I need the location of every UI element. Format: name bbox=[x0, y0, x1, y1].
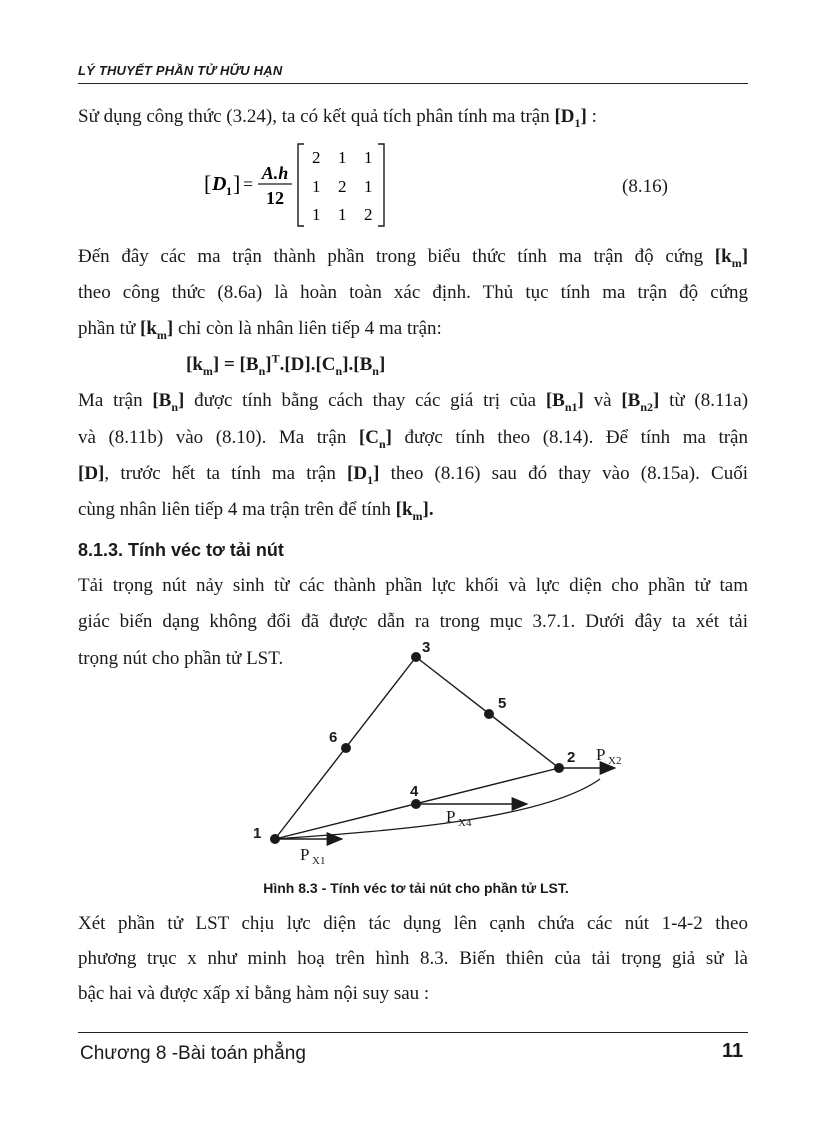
eq-lhs: D bbox=[212, 173, 227, 195]
header-rule bbox=[78, 83, 748, 84]
svg-text:[: [ bbox=[204, 171, 212, 196]
node-label-2: 2 bbox=[567, 749, 576, 766]
section-heading: 8.1.3. Tính véc tơ tải nút bbox=[78, 540, 284, 560]
node-label-3: 3 bbox=[422, 639, 431, 656]
page-number: 11 bbox=[722, 1040, 744, 1062]
eq-coef-den: 12 bbox=[266, 188, 284, 208]
node-6 bbox=[341, 743, 351, 753]
para1-line1: Đến đây các ma trận thành phần trong biểu thức tính ma trận độ cứng $[k_m]$ bbox=[78, 246, 749, 270]
para4-line2: phương trục x như minh hoạ trên hình 8.3. Biến thiên của tải trọng giả sử là bbox=[78, 948, 748, 969]
intro-line: Sử dụng công thức (3.24), ta có kết quả tích phân tính ma trận $[D_1]$ : bbox=[78, 106, 597, 130]
para2-line4: cùng nhân liên tiếp 4 ma trận trên để tính $[k_m]$. bbox=[78, 499, 434, 523]
eq-lhs-sub: 1 bbox=[226, 184, 232, 198]
svg-text:]: ] bbox=[233, 171, 241, 196]
equation-number: (8.16) bbox=[622, 176, 668, 197]
force-label-px2: P bbox=[596, 745, 606, 764]
node-4 bbox=[411, 799, 421, 809]
km-formula: $[k_m] = [B_n]^T.[D].[C_n].[B_n]$ bbox=[186, 352, 386, 379]
force-label-px1: P bbox=[300, 845, 310, 864]
node-1 bbox=[270, 834, 280, 844]
node-label-6: 6 bbox=[329, 729, 338, 746]
m13: 1 bbox=[364, 148, 373, 167]
footer-chapter: Chương 8 -Bài toán phẳng bbox=[80, 1043, 306, 1064]
para2-line1: Ma trận $[B_n]$ được tính bằng cách thay các giá trị của $[B_{n1}]$ và $[B_{n2}]$ từ (8.11a) bbox=[78, 390, 749, 414]
m32: 1 bbox=[338, 205, 347, 224]
lst-element-diagram bbox=[240, 632, 640, 877]
para1-line3: phần tử $[k_m]$ chỉ còn là nhân liên tiếp 4 ma trận: bbox=[78, 318, 442, 342]
m21: 1 bbox=[312, 177, 321, 196]
para4-line3: bậc hai và được xấp xỉ bằng hàm nội suy sau : bbox=[78, 983, 430, 1004]
node-3 bbox=[411, 652, 421, 662]
force-label-px4-sub: X4 bbox=[458, 817, 472, 829]
para3-line2: giác biến dạng không đổi đã được dẫn ra trong mục 3.7.1. Dưới đây ta xét tải bbox=[78, 611, 748, 632]
para3-line1: Tải trọng nút nảy sinh từ các thành phần lực khối và lực diện cho phần tử tam bbox=[78, 575, 748, 596]
para2-line2: và (8.11b) vào (8.10). Ma trận $[C_n]$ được tính theo (8.14). Để tính ma trận bbox=[78, 427, 748, 451]
force-label-px1-sub: X1 bbox=[312, 855, 326, 867]
node-label-4: 4 bbox=[410, 783, 419, 800]
para1-line2: theo công thức (8.6a) là hoàn toàn xác định. Thủ tục tính ma trận độ cứng bbox=[78, 282, 748, 303]
equation-8-16 bbox=[200, 138, 400, 230]
m22: 2 bbox=[338, 177, 347, 196]
figure-8-3 bbox=[240, 632, 640, 877]
m31: 1 bbox=[312, 205, 321, 224]
intro-text: Sử dụng công thức (3.24), ta có kết quả tích phân tính ma trận bbox=[78, 106, 550, 127]
force-label-px4: P bbox=[446, 807, 456, 826]
running-header: LÝ THUYẾT PHẦN TỬ HỮU HẠN bbox=[78, 63, 283, 78]
m23: 1 bbox=[364, 177, 373, 196]
para3-line3: trọng nút cho phần tử LST. bbox=[78, 648, 284, 669]
load-curve bbox=[275, 779, 600, 839]
m11: 2 bbox=[312, 148, 321, 167]
m12: 1 bbox=[338, 148, 347, 167]
figure-caption: Hình 8.3 - Tính véc tơ tải nút cho phần tử LST. bbox=[263, 880, 569, 896]
node-2 bbox=[554, 763, 564, 773]
m33: 2 bbox=[364, 205, 373, 224]
svg-text:=: = bbox=[243, 174, 254, 194]
node-label-1: 1 bbox=[253, 825, 262, 842]
eq-coef-num: A.h bbox=[261, 163, 289, 183]
node-label-5: 5 bbox=[498, 695, 507, 712]
para4-line1: Xét phần tử LST chịu lực diện tác dụng lên cạnh chứa các nút 1-4-2 theo bbox=[78, 913, 748, 934]
footer-rule bbox=[78, 1032, 748, 1033]
para2-line3: [D], trước hết ta tính ma trận $[D_1]$ theo (8.16) sau đó thay vào (8.15a). Cuối bbox=[78, 463, 748, 487]
node-5 bbox=[484, 709, 494, 719]
force-label-px2-sub: X2 bbox=[608, 755, 622, 767]
equation-svg bbox=[200, 138, 400, 230]
